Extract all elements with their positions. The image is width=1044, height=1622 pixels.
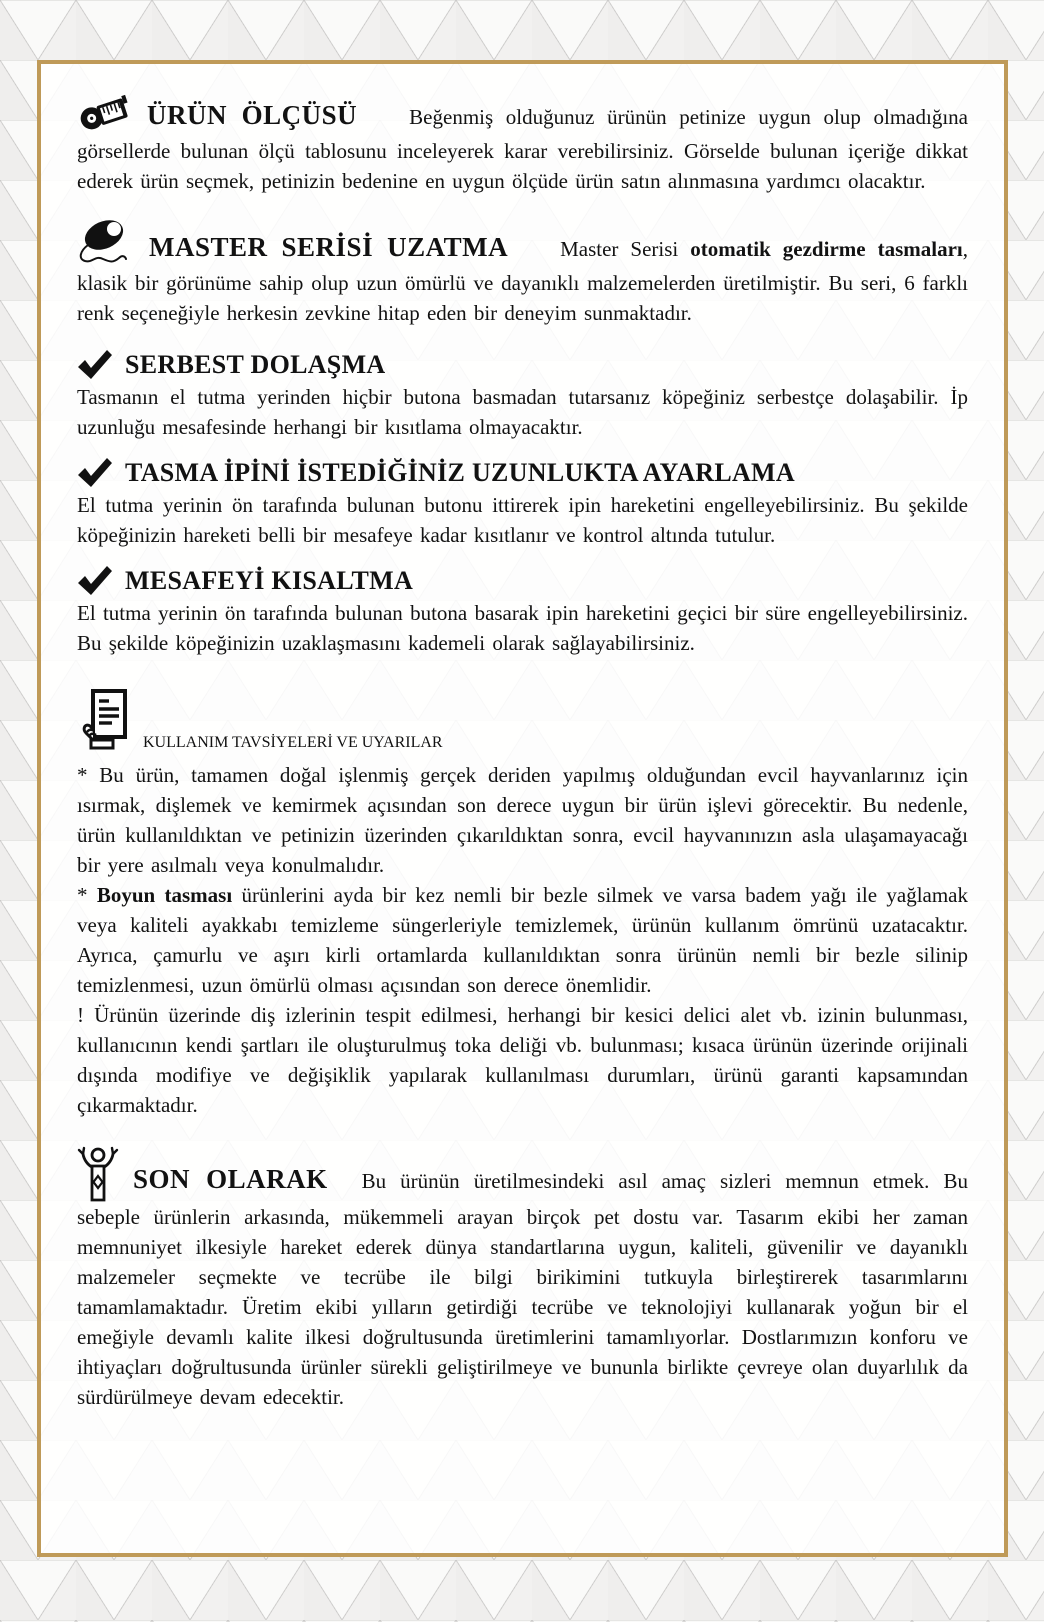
section-urun-olcusu [77,92,968,196]
section-lead-text: Master Serisi [560,237,691,261]
section-body-text: Bu ürünün üretilmesindeki asıl amaç sizleri memnun etmek. Bu sebeple ürünlerin arkasında, mükemmeli arayan birçok pet dostu var. Tasarım ekibi her zaman memnuniyet ilkesiyle hareket ederek dünya standartlarına uygun, kaliteli, güvenilir ve dayanıklı malzemeler seçmekte ve tecrübe ile bilgi birikimini tutkuyla birleştirerek tasarımlarını tamamlamaktadır. Üretim ekibi yılların getirdiği tecrübe ve teknolojiyi kullanarak yoğun bir el emeğiyle devamlı kalite ilkesi doğrultusunda üretimlerini tamamlıyorlar. Dostlarımızın konforu ve ihtiyaçları doğrultusunda ürünler sürekli geliştirilmeye ve bununla birlikte çevreye olan duyarlılık da sürdürülmeye devam edecektir. [77,1169,968,1409]
section-heading-row [77,458,968,488]
warning-rest-text: ürünlerini ayda bir kez nemli bir bezle silmek ve varsa badem yağı ile yağlamak veya kaliteli ayakkabı temizleme süngerleriyle temizlemek, ürünün kullanım ömrünü uzatacaktır. Ayrıca, çamurlu ve aşırı kirli ortamlarda kullanıldıktan sonra ürünün nemli bir bezle silinip temizlenmesi, uzun ömürlü olması açısından son derece önemlidir. [77,883,969,997]
tape-measure-icon [77,92,133,136]
check-icon [77,458,113,488]
bullet-prefix: * [77,883,97,907]
retractable-leash-icon [77,218,135,268]
warning-bold-text: Boyun tasması [96,883,233,907]
section-body-text: Beğenmiş olduğunuz ürünün petinize uygun olup olmadığına görsellerde bulunan ölçü tablosunu inceleyerek karar verebilirsiniz. Görselde bulunan içeriğe dikkat ederek ürün seçmek, petinizin bedenine en uygun ölçüde ürün satın alınmasına yardımcı olacaktır. [77,105,968,193]
section-kullanim-tavsiyeleri [77,688,968,1120]
section-title: MASTER SERİSİ UZATMA [149,232,509,262]
warning-paragraph-2 [77,880,968,1000]
section-mesafeyi-kisaltma [77,566,968,658]
check-icon [77,350,113,380]
section-title: ÜRÜN ÖLÇÜSÜ [147,100,358,130]
section-serbest-dolasma [77,350,968,442]
section-title: SON OLARAK [133,1164,328,1194]
section-bold-text: otomatik gezdirme tasmaları [690,237,963,261]
section-body-text: El tutma yerinin ön tarafında bulunan butonu ittirerek ipin hareketini engelleyebilirsiniz. Bu şekilde köpeğinizin hareketi belli bir mesafeye kadar kısıtlanır ve kontrol altında tutulur. [77,493,968,547]
document-in-hand-icon [77,688,129,754]
section-title: SERBEST DOLAŞMA [125,350,386,379]
section-paragraph [77,1146,968,1412]
cheering-person-icon [77,1146,119,1202]
section-paragraph [77,92,968,196]
section-master-serisi [77,218,968,328]
section-son-olarak [77,1146,968,1412]
section-title: KULLANIM TAVSİYELERİ VE UYARILAR [143,734,443,751]
warning-paragraph-3: ! Ürünün üzerinde diş izlerinin tespit edilmesi, herhangi bir kesici delici alet vb. izinin bulunması, kullanıcının kendi şartları ile oluşturulmuş toka deliği vb. bulunması; kısaca ürünün üzerinde orijinali dışında modifiye ve değişiklik yapılarak kullanılması durumları, ürünü garanti kapsamından çıkarmaktadır. [77,1003,968,1117]
warning-paragraph-1: * Bu ürün, tamamen doğal işlenmiş gerçek deriden yapılmış olduğundan evcil hayvanlarınız için ısırmak, dişlemek ve kemirmek açısından son derece uygun bir ürün işlevi görecektir. Bu nedenle, ürün kullanıldıktan ve petinizin üzerinden çıkarıldıktan sonra, evcil hayvanınızın asla ulaşamayacağı bir yere asılmalı veya konulmalıdır. [77,763,968,877]
section-title: TASMA İPİNİ İSTEDİĞİNİZ UZUNLUKTA AYARLAMA [125,458,795,487]
section-paragraph [77,218,968,328]
section-title: MESAFEYİ KISALTMA [125,566,414,595]
section-heading-row [77,566,968,596]
product-description-card [37,60,1008,1557]
section-body-text: Tasmanın el tutma yerinden hiçbir butona basmadan tutarsanız köpeğiniz serbestçe dolaşabilir. İp uzunluğu mesafesinde herhangi bir kısıtlama olmayacaktır. [77,385,968,439]
section-body-text: El tutma yerinin ön tarafında bulunan butona basarak ipin hareketini geçici bir süre engelleyebilirsiniz. Bu şekilde köpeğinizin uzaklaşmasını kademeli olarak sağlayabilirsiniz. [77,601,968,655]
section-heading-row [77,350,968,380]
section-body-text: , klasik bir görünüme sahip olup uzun ömürlü ve dayanıklı malzemelerden üretilmiştir. Bu seri, 6 farklı renk seçeneğiyle herkesin zevkine hitap eden bir deneyim sunmaktadır. [77,237,968,325]
check-icon [77,566,113,596]
section-uzunluk-ayarlama [77,458,968,550]
section-heading-row [77,688,968,754]
